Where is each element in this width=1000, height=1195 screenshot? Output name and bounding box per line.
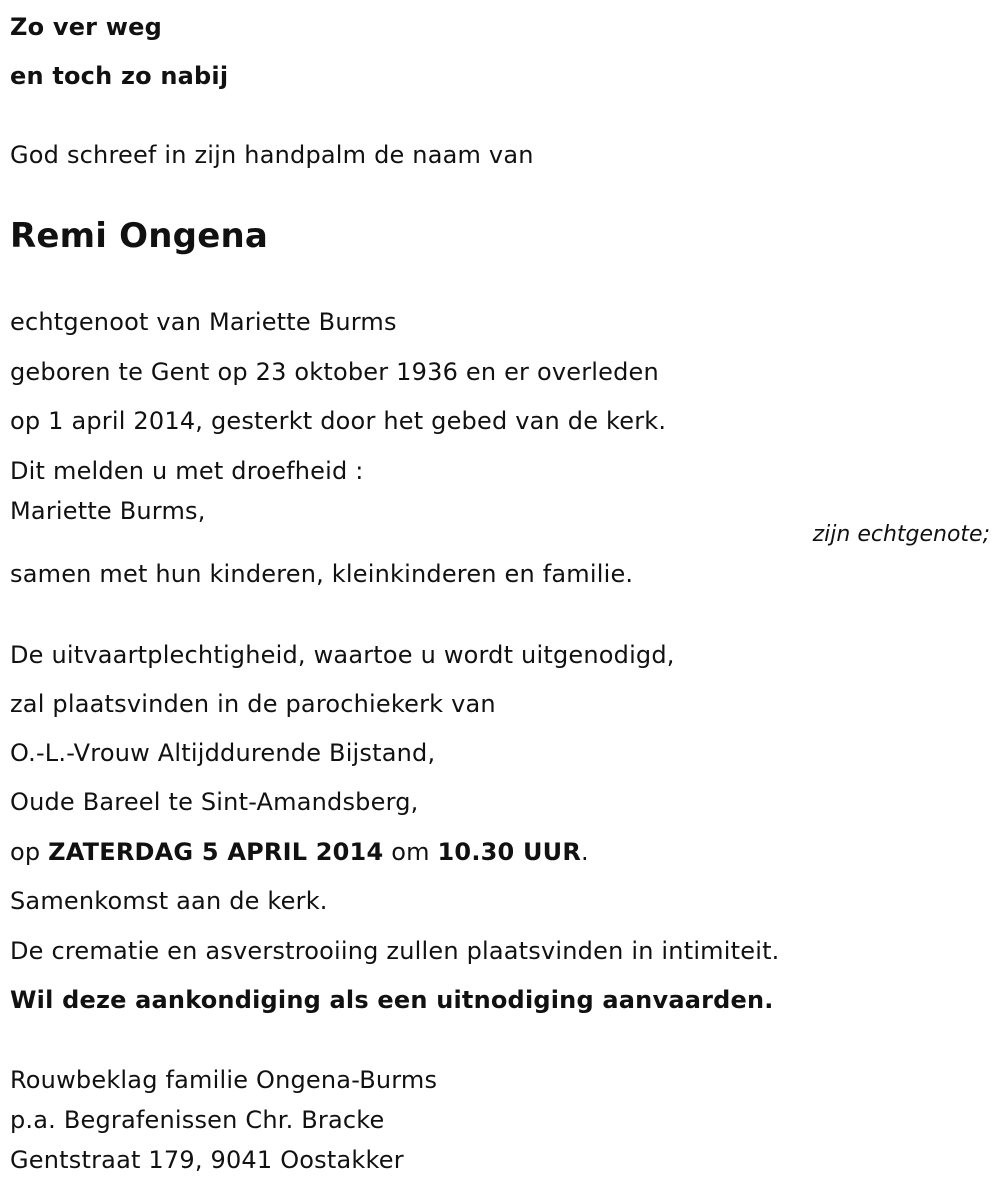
ceremony-date: ZATERDAG 5 APRIL 2014 [48, 838, 384, 866]
date-prefix: op [10, 838, 41, 866]
cremation-line: De crematie en asverstrooiing zullen plaatsvinden in intimiteit. [10, 937, 780, 965]
church-address: Oude Bareel te Sint-Amandsberg, [10, 788, 419, 816]
time-prefix: om [391, 838, 430, 866]
contact-line-2: p.a. Begrafenissen Chr. Bracke [10, 1106, 385, 1134]
contact-line-1: Rouwbeklag familie Ongena-Burms [10, 1066, 438, 1094]
announcement-intro: Dit melden u met droefheid : [10, 457, 364, 485]
birth-line: geboren te Gent op 23 oktober 1936 en er overleden [10, 358, 659, 386]
deceased-name: Remi Ongena [10, 216, 269, 256]
ceremony-line-1: De uitvaartplechtigheid, waartoe u wordt uitgenodigd, [10, 641, 675, 669]
family-line: samen met hun kinderen, kleinkinderen en familie. [10, 560, 634, 588]
mourner-role: zijn echtgenote; [812, 522, 990, 547]
ceremony-line-2: zal plaatsvinden in de parochiekerk van [10, 690, 496, 718]
death-line: op 1 april 2014, gesterkt door het gebed van de kerk. [10, 407, 667, 435]
church-name: O.-L.-Vrouw Altijddurende Bijstand, [10, 739, 436, 767]
ceremony-datetime [10, 837, 589, 867]
intro-line: God schreef in zijn handpalm de naam van [10, 141, 534, 169]
time-suffix: . [581, 838, 589, 866]
opening-line-2: en toch zo nabij [10, 62, 229, 90]
invitation-note: Wil deze aankondiging als een uitnodiging aanvaarden. [10, 986, 774, 1014]
contact-line-3: Gentstraat 179, 9041 Oostakker [10, 1146, 404, 1174]
gathering-line: Samenkomst aan de kerk. [10, 887, 328, 915]
ceremony-time: 10.30 UUR [437, 838, 582, 866]
spouse-line: echtgenoot van Mariette Burms [10, 308, 397, 336]
opening-line-1: Zo ver weg [10, 13, 162, 41]
mourner-name: Mariette Burms, [10, 497, 206, 525]
